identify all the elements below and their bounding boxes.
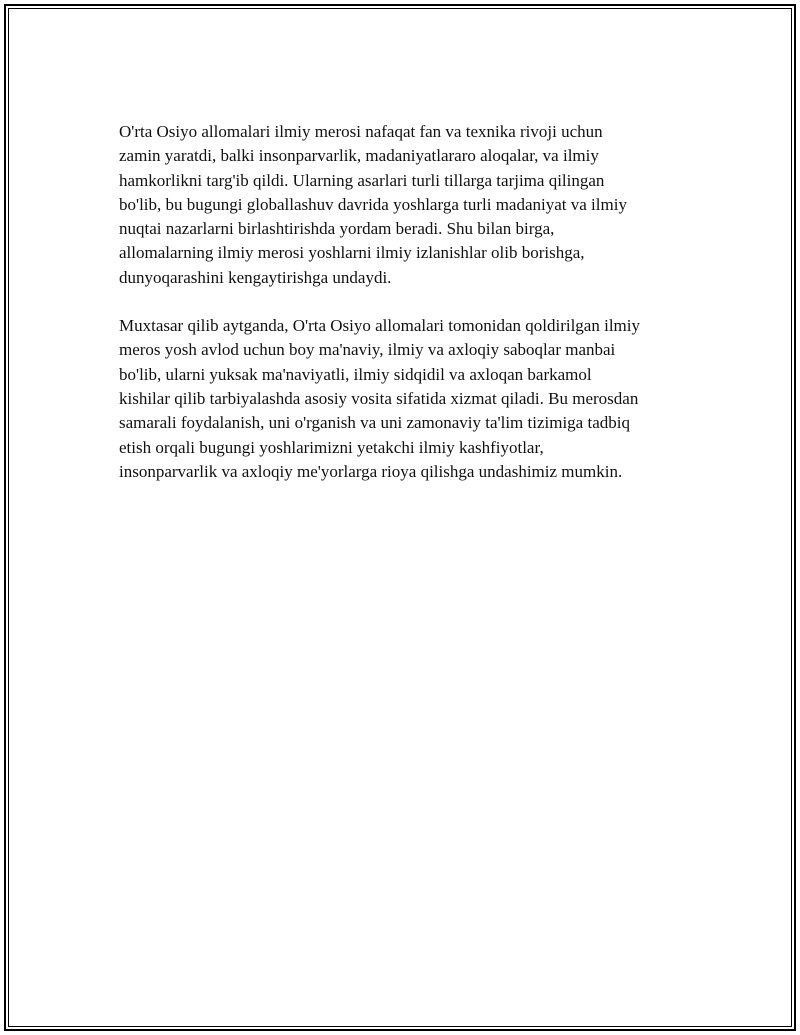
paragraph-line: hamkorlikni targ'ib qildi. Ularning asarlari turli tillarga tarjima qilingan [119,170,605,190]
paragraph-line: etish orqali bugungi yoshlarimizni yetakchi ilmiy kashfiyotlar, [119,437,544,457]
paragraph-line: kishilar qilib tarbiyalashda asosiy vosita sifatida xizmat qiladi. Bu merosdan [119,388,639,408]
paragraph-line: Muxtasar qilib aytganda, O'rta Osiyo allomalari tomonidan qoldirilgan ilmiy [119,316,640,336]
paragraph-line: nuqtai nazarlarni birlashtirishda yordam beradi. Shu bilan birga, [119,219,555,239]
paragraph-line: zamin yaratdi, balki insonparvarlik, madaniyatlararo aloqalar, va ilmiy [119,146,599,166]
paragraph-line: dunyoqarashini kengaytirishga undaydi. [119,267,392,287]
paragraph-2 [119,314,699,484]
paragraph-line: meros yosh avlod uchun boy ma'naviy, ilmiy va axloqiy saboqlar manbai [119,340,616,360]
paragraph-line: bo'lib, bu bugungi globallashuv davrida yoshlarga turli madaniyat va ilmiy [119,194,627,214]
document-page [4,4,796,1031]
paragraph-line: O'rta Osiyo allomalari ilmiy merosi nafaqat fan va texnika rivoji uchun [119,122,603,141]
paragraph-1 [119,120,699,290]
paragraph-line: bo'lib, ularni yuksak ma'naviyatli, ilmiy sidqidil va axloqan barkamol [119,364,592,384]
paragraph-line: insonparvarlik va axloqiy me'yorlarga rioya qilishga undashimiz mumkin. [119,461,623,481]
document-body [119,120,699,508]
paragraph-line: allomalarning ilmiy merosi yoshlarni ilmiy izlanishlar olib borishga, [119,243,585,263]
paragraph-line: samarali foydalanish, uni o'rganish va uni zamonaviy ta'lim tizimiga tadbiq [119,413,630,433]
